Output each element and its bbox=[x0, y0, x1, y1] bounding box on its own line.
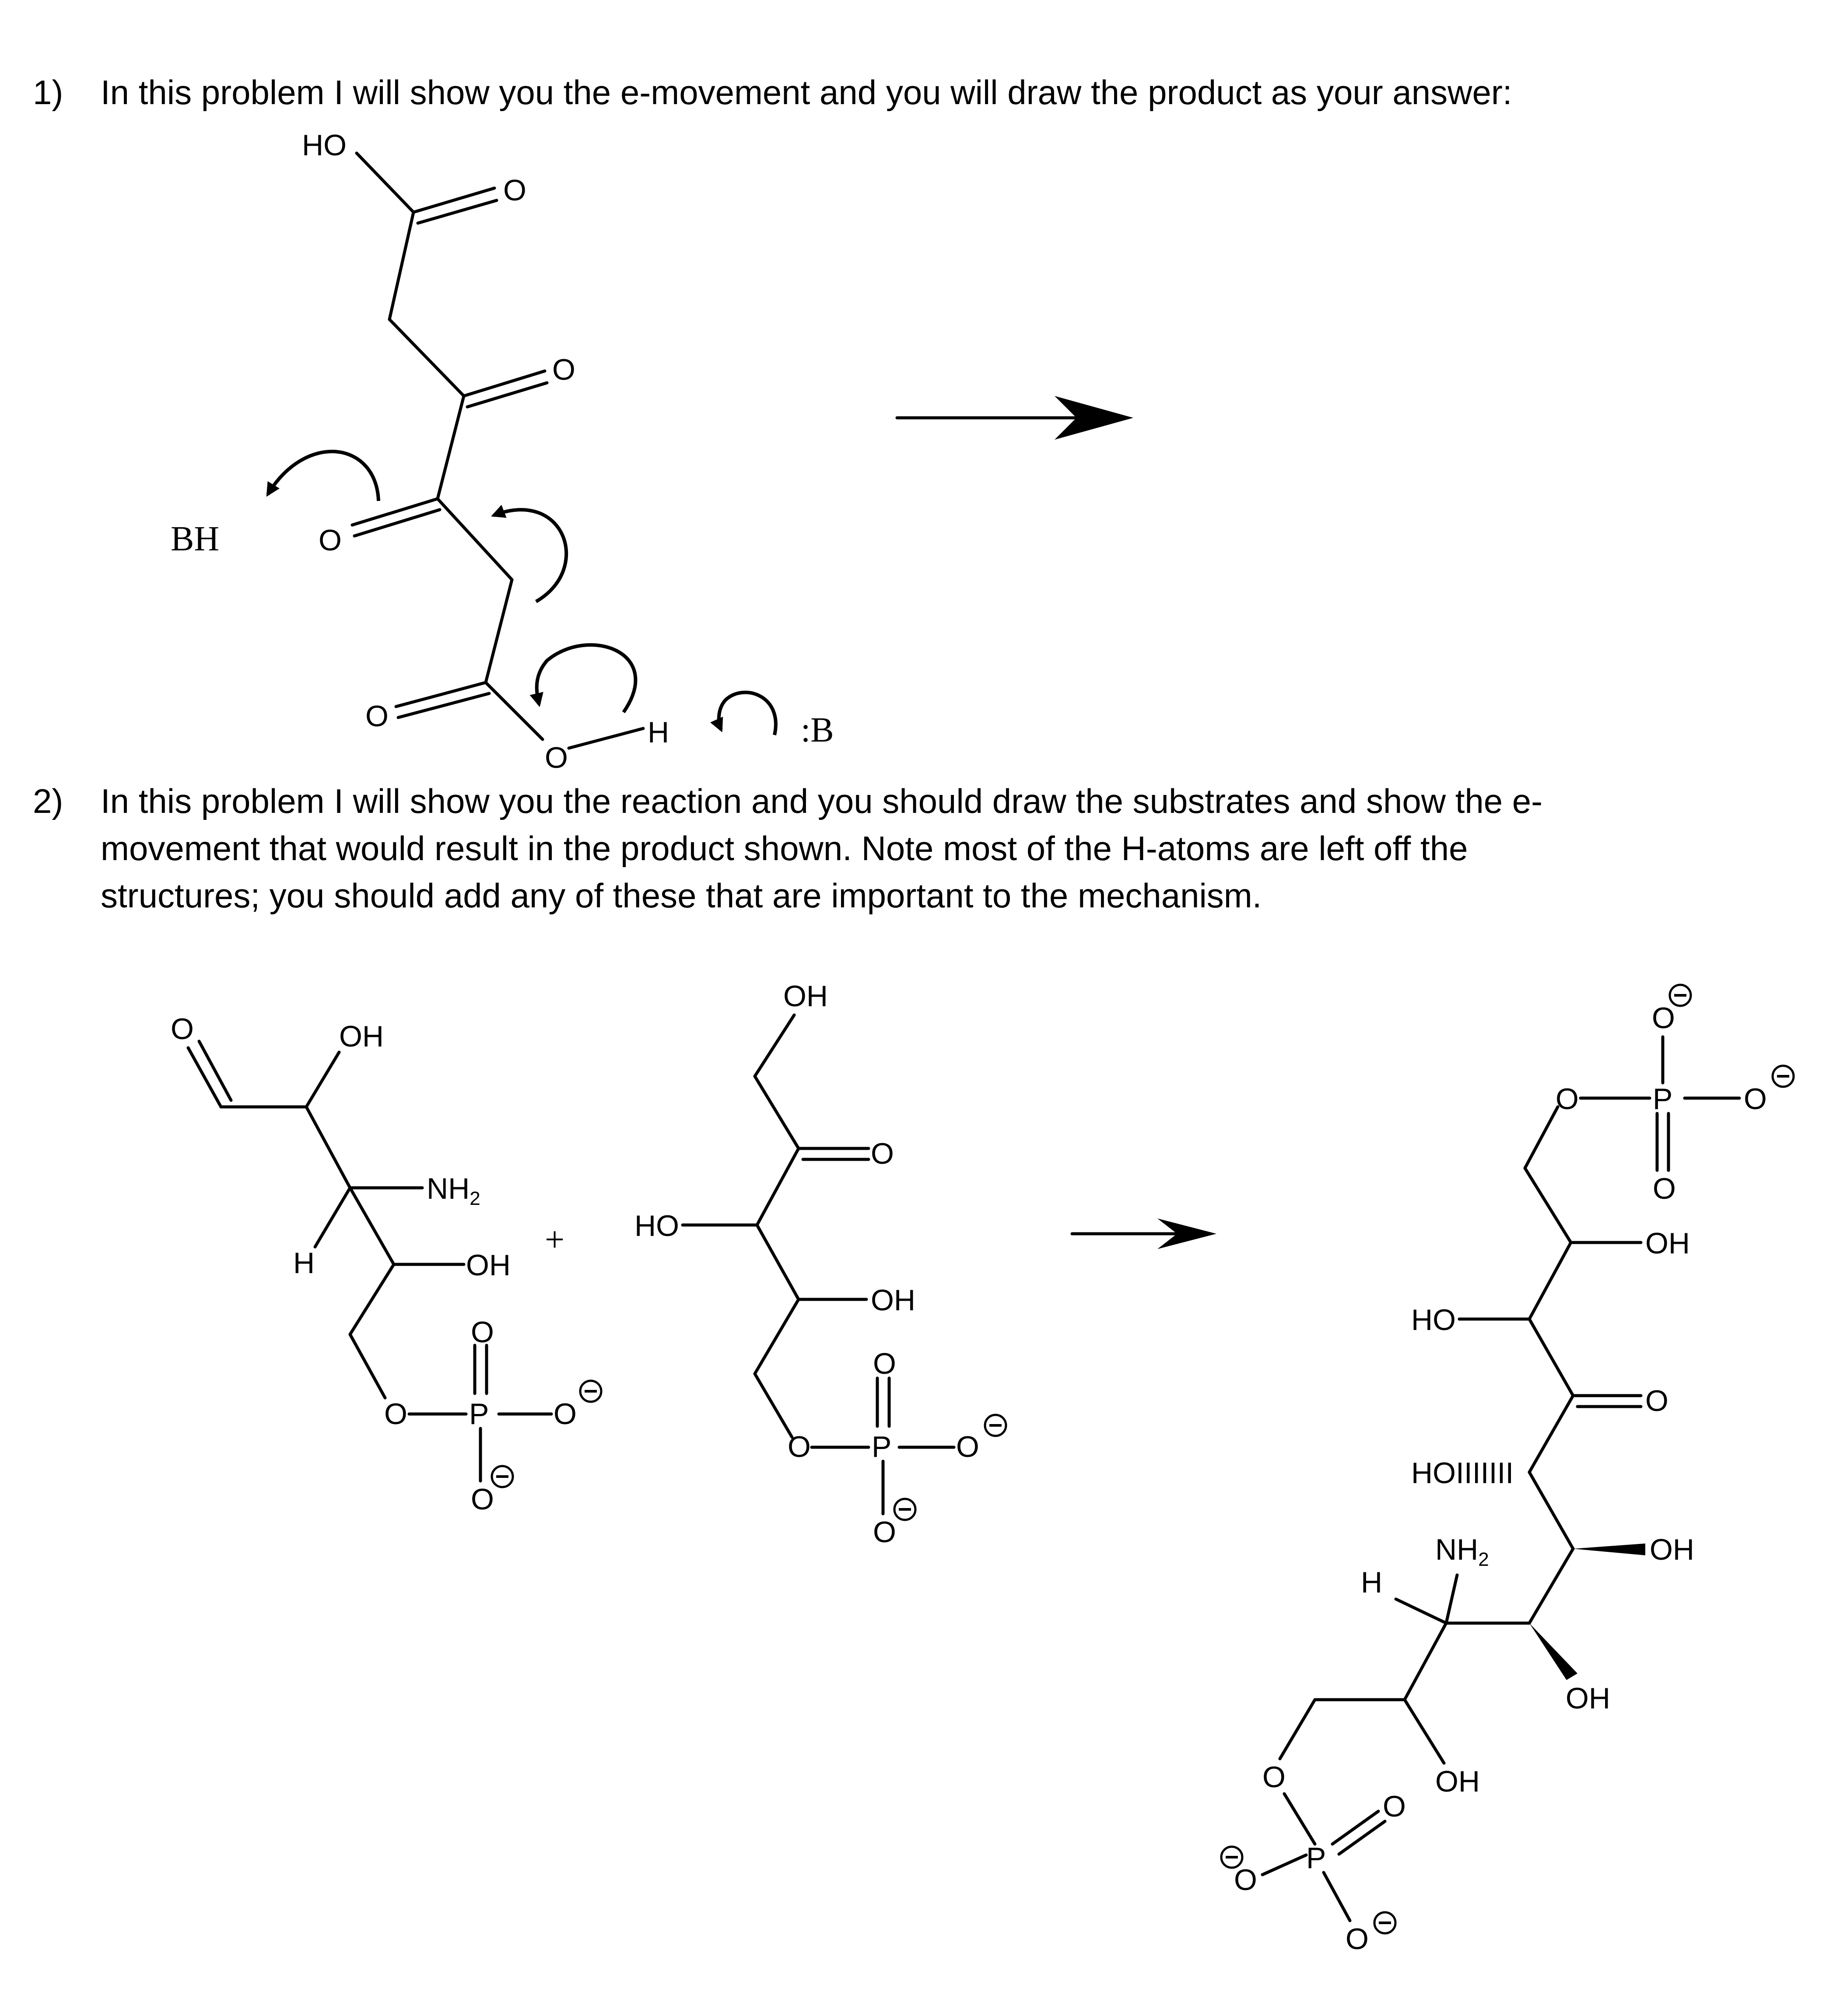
sb-ho-label: HO bbox=[634, 1209, 679, 1242]
pr-o-right-label: O bbox=[1744, 1082, 1767, 1116]
sa-nh2-label: $NH_2$ bbox=[427, 1172, 480, 1209]
sb-neg-charge-bottom bbox=[894, 1499, 915, 1520]
problem-2-substrate-b bbox=[634, 980, 1006, 1549]
pr-o-bottom-lower-label: O bbox=[1346, 1922, 1369, 1956]
pr-p-label: P bbox=[1653, 1082, 1673, 1116]
sb-o-right-label: O bbox=[956, 1430, 979, 1463]
sa-neg-charge-bottom bbox=[492, 1466, 513, 1487]
p1-h-label: H bbox=[648, 716, 669, 749]
pr-wedge-bond-oh-lower bbox=[1529, 1623, 1577, 1680]
pr-neg-charge-right bbox=[1773, 1066, 1794, 1087]
sb-o-bottom-p-label: O bbox=[873, 1516, 896, 1549]
p1-base-label: :B bbox=[801, 711, 834, 749]
p1-ho-label: HO bbox=[302, 129, 347, 162]
p1-o2-label: O bbox=[552, 353, 575, 386]
pr-p-lower-label: P bbox=[1306, 1841, 1326, 1875]
problem-1-text: In this problem I will show you the e-movement and you will draw the product as your answer: bbox=[101, 73, 1512, 112]
sb-o-top-p-label: O bbox=[873, 1347, 896, 1380]
sa-o-bottom-p-label: O bbox=[471, 1483, 494, 1516]
p1-o4-label: O bbox=[365, 700, 389, 733]
sa-o-right-label: O bbox=[554, 1397, 577, 1431]
problem-1-number: 1) bbox=[33, 73, 63, 112]
sa-o-aldehyde-label: O bbox=[171, 1012, 194, 1046]
p1-o5-label: O bbox=[545, 741, 568, 774]
pr-wedge-bond-oh bbox=[1573, 1544, 1645, 1555]
sb-oh-top-label: OH bbox=[783, 980, 828, 1013]
pr-oh-bottom-label: OH bbox=[1435, 1765, 1480, 1798]
sb-o-keto-label: O bbox=[871, 1137, 894, 1170]
sa-h-label: H bbox=[293, 1246, 315, 1280]
pr-oh-1-label: OH bbox=[1645, 1227, 1690, 1260]
sa-o-top-p-label: O bbox=[471, 1316, 494, 1349]
problem-2-product bbox=[1221, 985, 1794, 1956]
sb-p-label: P bbox=[872, 1430, 892, 1463]
pr-o-top-label: O bbox=[1652, 1001, 1675, 1035]
p1-o1-label: O bbox=[503, 174, 526, 207]
curved-arrow-oh-bond bbox=[537, 645, 636, 712]
curved-arrow-base-to-h bbox=[719, 693, 776, 735]
pr-o-bottom-p-label: O bbox=[1653, 1172, 1676, 1205]
pr-o-left-label: O bbox=[1556, 1082, 1579, 1116]
p1-o3-label: O bbox=[319, 524, 342, 557]
pr-nh2-label: $NH_2$ bbox=[1435, 1533, 1489, 1570]
pr-o-left-lower-label: O bbox=[1234, 1863, 1257, 1897]
sb-o-ester-label: O bbox=[788, 1430, 811, 1463]
problem-2-line-1: In this problem I will show you the reaction and you should draw the substrates and show the e- bbox=[101, 782, 1543, 820]
curved-arrow-cc-bond bbox=[494, 510, 566, 602]
pr-o-keto-label: O bbox=[1645, 1384, 1668, 1418]
sb-neg-charge-right bbox=[985, 1415, 1006, 1436]
problem-2-line-2: movement that would result in the product shown. Note most of the H-atoms are left off the bbox=[101, 829, 1468, 868]
sa-oh-mid-label: OH bbox=[466, 1249, 511, 1282]
pr-h-label: H bbox=[1361, 1566, 1383, 1599]
pr-oh-wedge-label: OH bbox=[1650, 1533, 1694, 1566]
problem-1-molecule bbox=[171, 129, 1133, 774]
pr-neg-charge-left-lower bbox=[1221, 1847, 1242, 1868]
curved-arrow-o-to-bh bbox=[268, 452, 379, 501]
pr-neg-charge-bottom-lower bbox=[1374, 1912, 1395, 1933]
sa-oh-top-label: OH bbox=[339, 1020, 384, 1053]
pr-ho-label: HO bbox=[1411, 1303, 1456, 1337]
problem-2-line-3: structures; you should add any of these that are important to the mechanism. bbox=[101, 876, 1262, 915]
pr-o-double-label: O bbox=[1383, 1790, 1406, 1823]
pr-neg-charge-top bbox=[1670, 985, 1691, 1006]
p1-bh-label: BH bbox=[171, 520, 220, 558]
plus-sign: + bbox=[545, 1221, 565, 1259]
pr-ho-hashed-label: HOIIIIIII bbox=[1411, 1456, 1514, 1490]
sb-oh-mid-label: OH bbox=[871, 1284, 915, 1317]
pr-oh-lower-label: OH bbox=[1566, 1682, 1610, 1715]
sa-neg-charge-right bbox=[580, 1381, 601, 1402]
problem-2-substrate-a bbox=[171, 1012, 601, 1516]
problem-2-number: 2) bbox=[33, 782, 63, 820]
sa-o-ester-label: O bbox=[384, 1397, 407, 1431]
pr-o-ester-label: O bbox=[1262, 1760, 1286, 1794]
sa-p-label: P bbox=[469, 1397, 489, 1431]
